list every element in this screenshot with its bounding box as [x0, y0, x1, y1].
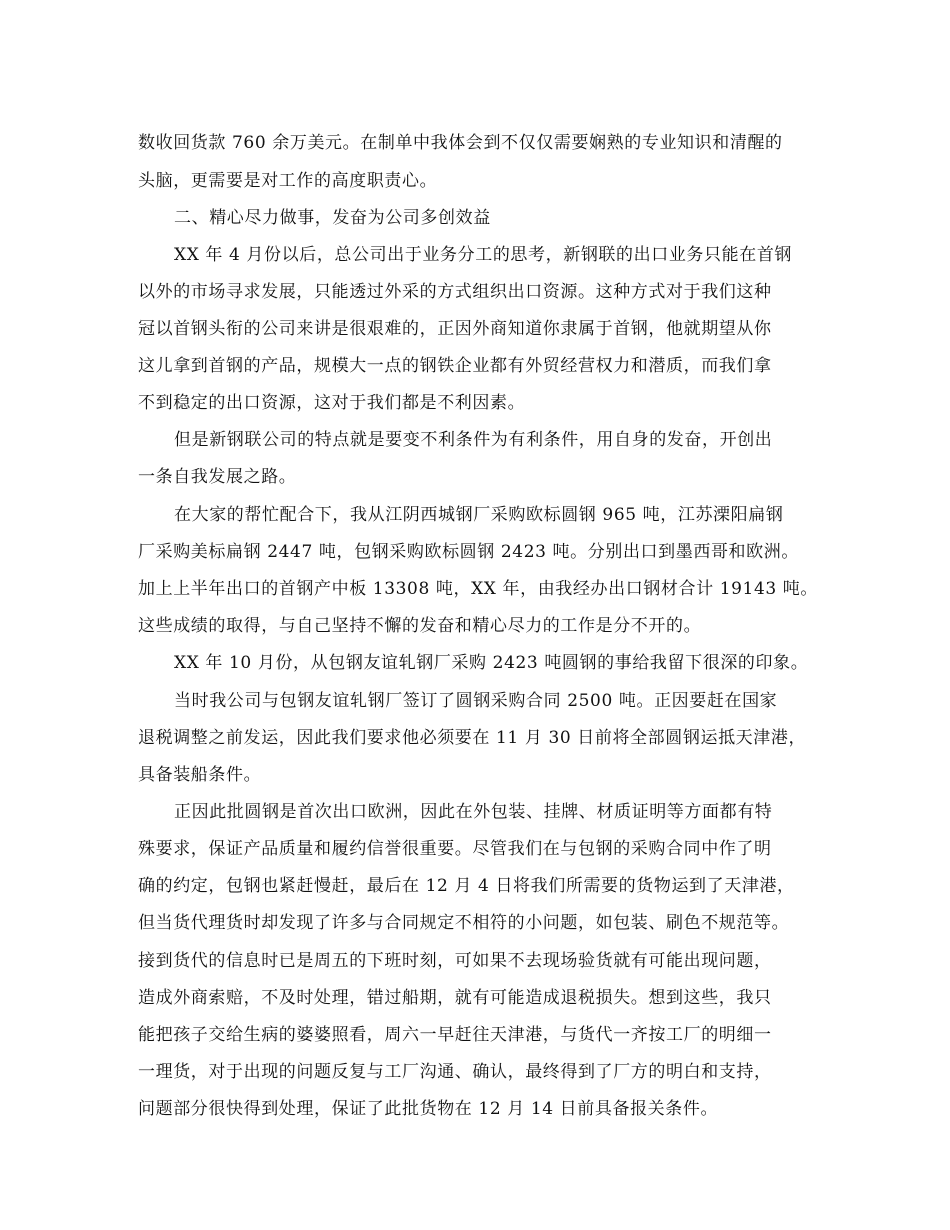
text-line: 能把孩子交给生病的婆婆照看，周六一早赶往天津港，与货代一齐按工厂的明细一	[138, 1025, 772, 1045]
text-line: 一条自我发展之路。	[138, 467, 297, 487]
text-line: 殊要求，保证产品质量和履约信誉很重要。尽管我们在与包钢的采购合同中作了明	[138, 839, 772, 859]
text-line: 确的约定，包钢也紧赶慢赶，最后在 12 月 4 日将我们所需要的货物运到了天津港，	[138, 876, 795, 896]
text-line: 但是新钢联公司的特点就是要变不利条件为有利条件，用自身的发奋，开创出	[174, 430, 773, 450]
text-line: 接到货代的信息时已是周五的下班时刻，可如果不去现场验货就有可能出现问题，	[138, 951, 772, 971]
text-line: 但当货代理货时却发现了许多与合同规定不相符的小问题，如包装、刷色不规范等。	[138, 913, 790, 933]
text-line: 这些成绩的取得，与自己坚持不懈的发奋和精心尽力的工作是分不开的。	[138, 616, 702, 636]
text-line: 头脑，更需要是对工作的高度职责心。	[138, 171, 438, 191]
text-line: 当时我公司与包钢友谊轧钢厂签订了圆钢采购合同 2500 吨。正因要赶在国家	[174, 691, 778, 711]
text-line: 正因此批圆钢是首次出口欧洲，因此在外包装、挂牌、材质证明等方面都有特	[174, 802, 773, 822]
text-line: 冠以首钢头衔的公司来讲是很艰难的，正因外商知道你隶属于首钢，他就期望从你	[138, 319, 772, 339]
text-line: 加上上半年出口的首钢产中板 13308 吨，XX 年，由我经办出口钢材合计 19143 吨。	[138, 579, 818, 599]
text-line: 数收回货款 760 余万美元。在制单中我体会到不仅仅需要娴熟的专业知识和清醒的	[138, 133, 783, 153]
text-line: 一理货，对于出现的问题反复与工厂沟通、确认，最终得到了厂方的明白和支持，	[138, 1062, 772, 1082]
text-line: 退税调整之前发运，因此我们要求他必须要在 11 月 30 日前将全部圆钢运抵天津港，	[138, 728, 807, 748]
section-heading: 二、精心尽力做事，发奋为公司多创效益	[174, 208, 491, 228]
text-line: 厂采购美标扁钢 2447 吨，包钢采购欧标圆钢 2423 吨。分别出口到墨西哥和欧洲。	[138, 542, 799, 562]
text-line: 造成外商索赔，不及时处理，错过船期，就有可能造成退税损失。想到这些，我只	[138, 988, 772, 1008]
text-line: 在大家的帮忙配合下，我从江阴西城钢厂采购欧标圆钢 965 吨，江苏溧阳扁钢	[174, 505, 784, 525]
text-line: 以外的市场寻求发展，只能透过外采的方式组织出口资源。这种方式对于我们这种	[138, 282, 772, 302]
text-line: 具备装船条件。	[138, 765, 262, 785]
text-line: XX 年 4 月份以后，总公司出于业务分工的思考，新钢联的出口业务只能在首钢	[174, 245, 793, 265]
text-line: 不到稳定的出口资源，这对于我们都是不利因素。	[138, 393, 526, 413]
text-line: 这儿拿到首钢的产品，规模大一点的钢铁企业都有外贸经营权力和潜质，而我们拿	[138, 356, 772, 376]
text-line: 问题部分很快得到处理，保证了此批货物在 12 月 14 日前具备报关条件。	[138, 1099, 719, 1119]
text-line: XX 年 10 月份，从包钢友谊轧钢厂采购 2423 吨圆钢的事给我留下很深的印象。	[174, 653, 809, 673]
